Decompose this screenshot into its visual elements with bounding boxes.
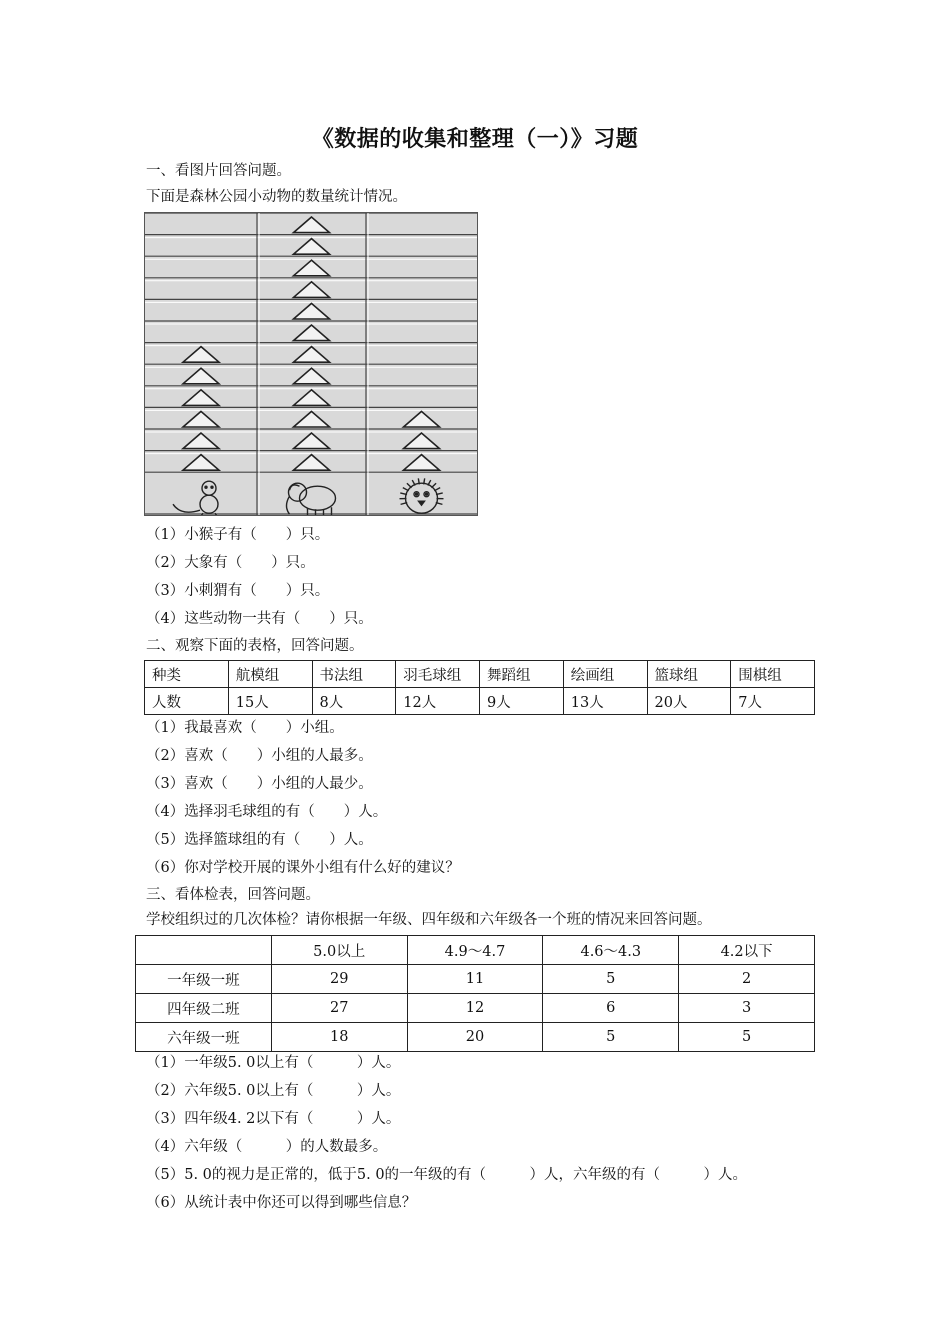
- table-cell: 18: [271, 1023, 407, 1052]
- triangle-mark: [183, 368, 219, 384]
- section2-heading: 二、观察下面的表格，回答问题。: [146, 638, 364, 654]
- question-3-5: （5）5. 0的视力是正常的，低于5. 0的一年级的有（ ）人，六年级的有（ ）人。: [146, 1167, 748, 1183]
- question-2-1: （1）我最喜欢（ ）小组。: [146, 720, 344, 736]
- table-cell: 一年级一班: [136, 965, 272, 994]
- table-row: [136, 936, 815, 965]
- table-cell: 3: [679, 994, 815, 1023]
- eye-exam-table: [135, 935, 815, 1052]
- triangle-mark: [404, 433, 440, 449]
- triangle-mark: [294, 411, 330, 427]
- triangle-mark: [183, 347, 219, 363]
- triangle-mark: [183, 455, 219, 471]
- triangle-mark: [183, 433, 219, 449]
- question-2-6: （6）你对学校开展的课外小组有什么好的建议？: [146, 860, 460, 876]
- question-1-3: （3）小刺猬有（ ）只。: [146, 583, 330, 599]
- table-header-cell: 种类: [145, 661, 229, 688]
- table-header-cell: 4.6～4.3: [543, 936, 679, 965]
- triangle-mark: [294, 390, 330, 406]
- question-3-3: （3）四年级4. 2以下有（ ）人。: [146, 1111, 401, 1127]
- table-header-cell: 航模组: [228, 661, 312, 688]
- question-3-1: （1）一年级5. 0以上有（ ）人。: [146, 1055, 401, 1071]
- pictograph-grid: [145, 213, 477, 515]
- section3-heading: 三、看体检表，回答问题。: [146, 887, 320, 903]
- table-cell: 11: [407, 965, 543, 994]
- table-header-cell: 篮球组: [647, 661, 731, 688]
- interest-group-table: [144, 660, 815, 715]
- triangle-mark: [183, 411, 219, 427]
- triangle-mark: [294, 260, 330, 276]
- table-cell: 12: [407, 994, 543, 1023]
- table-cell: 13人: [563, 688, 647, 715]
- table-cell: 人数: [145, 688, 229, 715]
- table-header-cell: 绘画组: [563, 661, 647, 688]
- triangle-mark: [294, 347, 330, 363]
- triangle-mark: [294, 368, 330, 384]
- elephant-icon: [287, 483, 336, 515]
- page-title: 《数据的收集和整理（一）》习题: [311, 126, 639, 152]
- table-header-cell: 围棋组: [731, 661, 815, 688]
- question-1-2: （2）大象有（ ）只。: [146, 555, 315, 571]
- animal-pictograph: [144, 212, 478, 516]
- question-1-4: （4）这些动物一共有（ ）只。: [146, 611, 373, 627]
- table-header-cell: 5.0以上: [271, 936, 407, 965]
- question-2-4: （4）选择羽毛球组的有（ ）人。: [146, 804, 388, 820]
- triangle-mark: [294, 303, 330, 319]
- question-2-2: （2）喜欢（ ）小组的人最多。: [146, 748, 373, 764]
- table-cell: 四年级二班: [136, 994, 272, 1023]
- table-row: [136, 1023, 815, 1052]
- table-cell: 5: [543, 965, 679, 994]
- section3-intro: 学校组织过的几次体检？请你根据一年级、四年级和六年级各一个班的情况来回答问题。: [146, 912, 712, 928]
- triangle-mark: [294, 282, 330, 298]
- hedgehog-icon: [400, 478, 444, 513]
- table-header-cell: 书法组: [312, 661, 396, 688]
- table-header-cell: 4.9～4.7: [407, 936, 543, 965]
- triangle-mark: [294, 325, 330, 341]
- table-cell: 20人: [647, 688, 731, 715]
- triangle-mark: [294, 217, 330, 233]
- table-cell: 27: [271, 994, 407, 1023]
- table-cell: 20: [407, 1023, 543, 1052]
- triangle-mark: [294, 433, 330, 449]
- question-2-5: （5）选择篮球组的有（ ）人。: [146, 832, 373, 848]
- table-cell: 12人: [396, 688, 480, 715]
- triangle-mark: [294, 239, 330, 255]
- table-cell: 6: [543, 994, 679, 1023]
- monkey-icon: [173, 481, 219, 515]
- table-cell: 9人: [480, 688, 564, 715]
- table-cell: 8人: [312, 688, 396, 715]
- table-row: [136, 994, 815, 1023]
- triangle-mark: [294, 455, 330, 471]
- triangle-mark: [404, 411, 440, 427]
- question-3-4: （4）六年级（ ）的人数最多。: [146, 1139, 388, 1155]
- question-2-3: （3）喜欢（ ）小组的人最少。: [146, 776, 373, 792]
- table-row: [145, 661, 815, 688]
- table-cell: 5: [543, 1023, 679, 1052]
- table-cell: 5: [679, 1023, 815, 1052]
- table-row: [136, 965, 815, 994]
- question-3-2: （2）六年级5. 0以上有（ ）人。: [146, 1083, 401, 1099]
- table-header-cell: 羽毛球组: [396, 661, 480, 688]
- triangle-mark: [183, 390, 219, 406]
- table-header-cell: [136, 936, 272, 965]
- table-header-cell: 舞蹈组: [480, 661, 564, 688]
- table-cell: 六年级一班: [136, 1023, 272, 1052]
- question-3-6: （6）从统计表中你还可以得到哪些信息？: [146, 1195, 417, 1211]
- table-row: [145, 688, 815, 715]
- table-cell: 29: [271, 965, 407, 994]
- table-cell: 7人: [731, 688, 815, 715]
- table-cell: 15人: [228, 688, 312, 715]
- section1-heading: 一、看图片回答问题。: [146, 163, 291, 179]
- question-1-1: （1）小猴子有（ ）只。: [146, 527, 330, 543]
- table-header-cell: 4.2以下: [679, 936, 815, 965]
- triangle-mark: [404, 455, 440, 471]
- table-cell: 2: [679, 965, 815, 994]
- section1-intro: 下面是森林公园小动物的数量统计情况。: [146, 189, 407, 205]
